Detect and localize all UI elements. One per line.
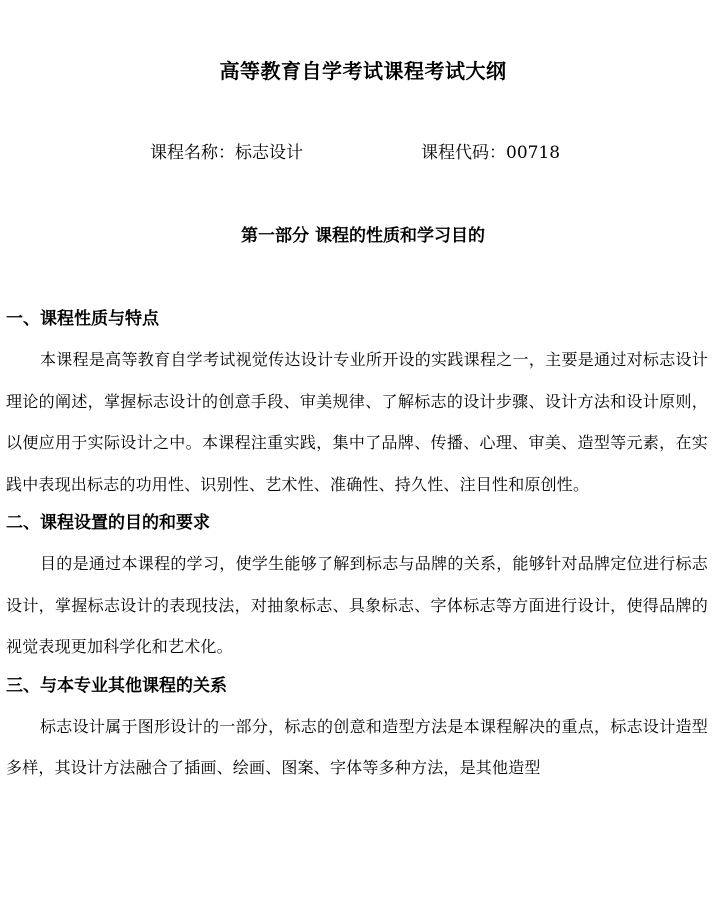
document-title: 高等教育自学考试课程考试大纲 <box>219 59 507 83</box>
section-paragraph-1: 本课程是高等教育自学考试视觉传达设计专业所开设的实践课程之一，主要是通过对标志设计理论的阐述，掌握标志设计的创意手段、审美规律、了解标志的设计步骤、设计方法和设计原则，以便应用于实际设计之中。本课程注重实践，集中了品牌、传播、心理、审美、造型等元素，在实践中表现出标志的功用性、识别性、艺术性、准确性、持久性、注目性和原创性。 <box>6 350 708 494</box>
section-heading-2: 二、课程设置的目的和要求 <box>6 513 210 533</box>
section-paragraph-3: 标志设计属于图形设计的一部分，标志的创意和造型方法是本课程解决的重点，标志设计造型多样，其设计方法融合了插画、绘画、图案、字体等多种方法，是其他造型 <box>6 716 708 777</box>
document-body <box>6 303 708 791</box>
section-heading-3: 三、与本专业其他课程的关系 <box>6 675 227 696</box>
section-paragraph-2: 目的是通过本课程的学习，使学生能够了解到标志与品牌的关系，能够针对品牌定位进行标志设计，掌握标志设计的表现技法，对抽象标志、具象标志、字体标志等方面进行设计，使得品牌的视觉表现更加科学化和艺术化。 <box>6 554 708 656</box>
section-heading-1: 一、课程性质与特点 <box>6 309 159 329</box>
course-name: 课程名称：标志设计 <box>150 143 303 163</box>
part-title: 第一部分 课程的性质和学习目的 <box>241 226 485 246</box>
course-code: 课程代码：00718 <box>421 143 561 163</box>
